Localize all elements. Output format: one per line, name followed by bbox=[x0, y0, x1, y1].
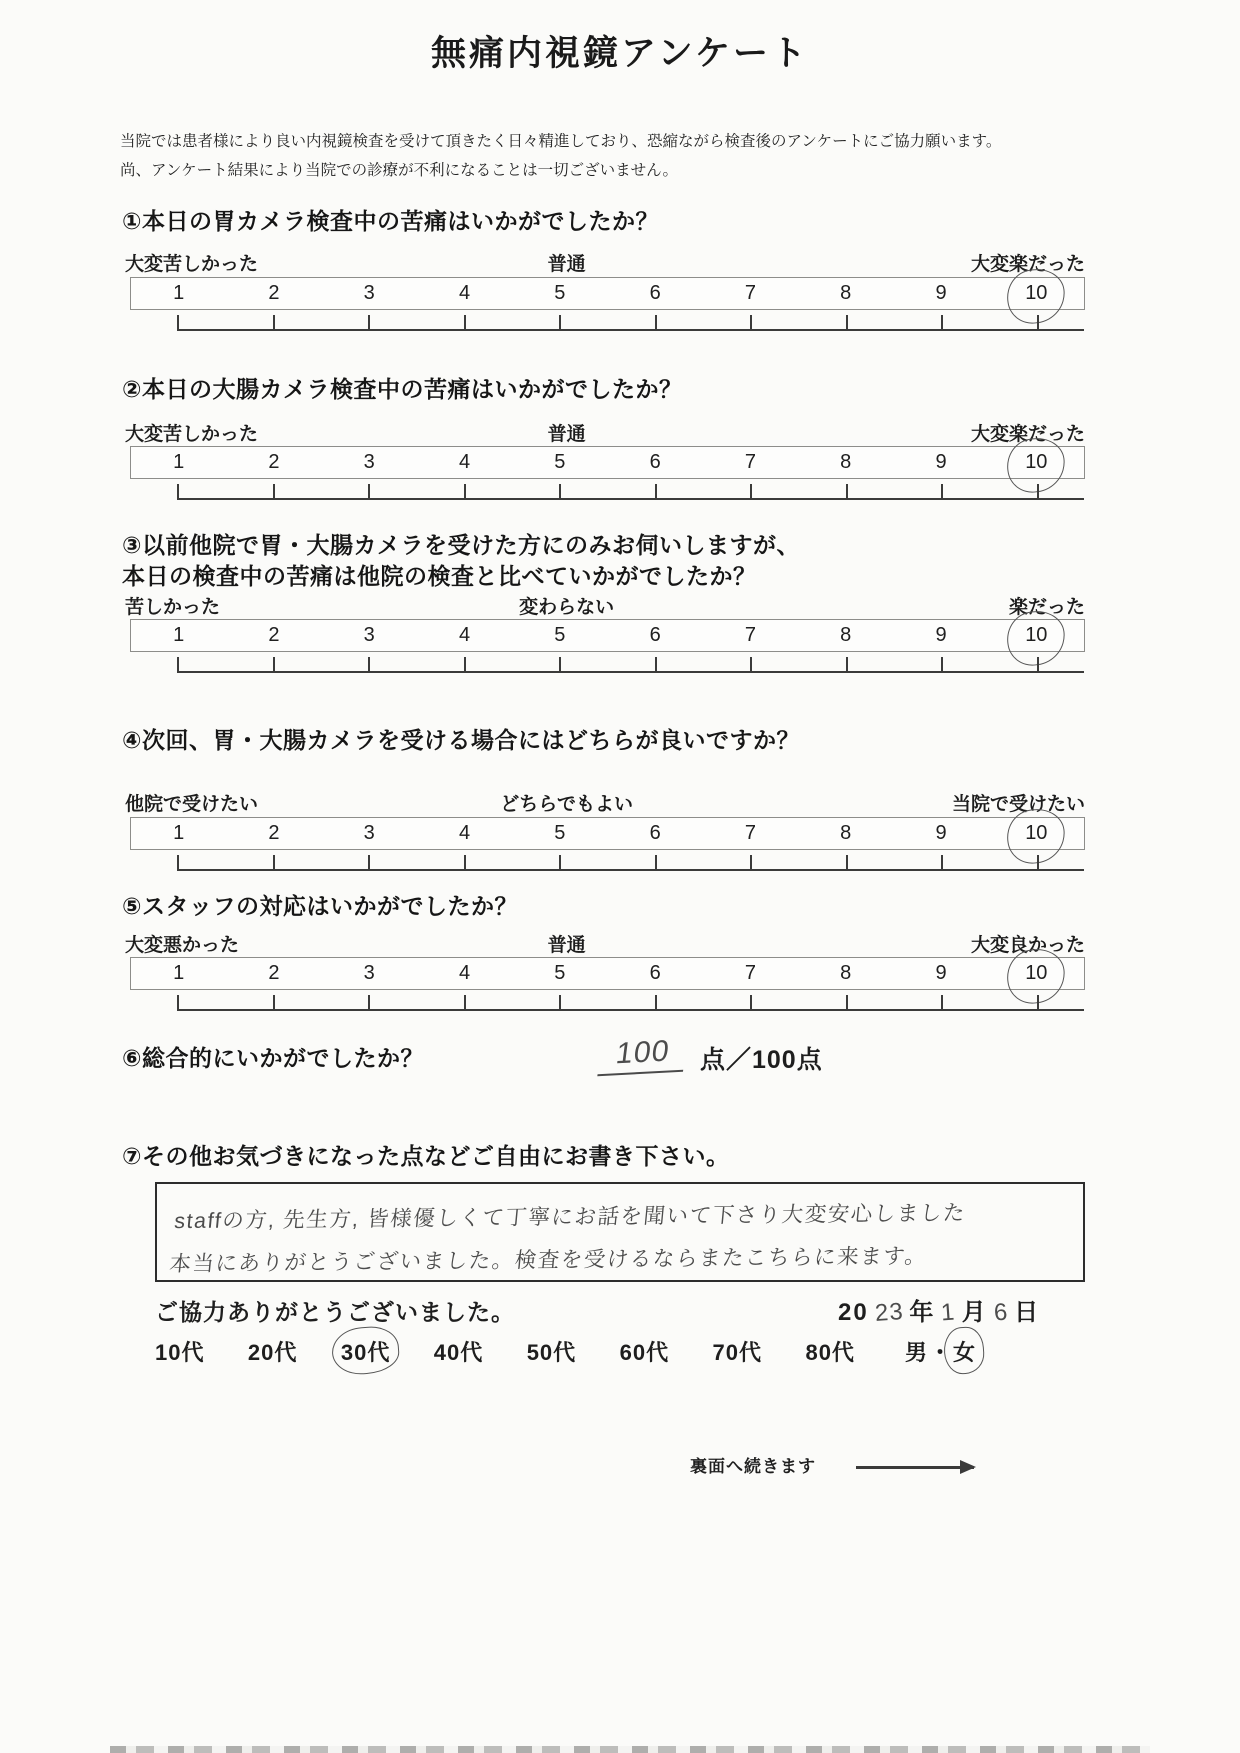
scale-number-9: 9 bbox=[935, 822, 947, 844]
ruler-tick bbox=[273, 315, 275, 329]
scale-number-1: 1 bbox=[173, 282, 185, 304]
question-1-ruler bbox=[177, 310, 1084, 331]
ruler-tick bbox=[941, 657, 943, 671]
intro-line-1: 当院では患者様により良い内視鏡検査を受けて頂きたく日々精進しており、恐縮ながら検査後のアンケートにご協力願います。 bbox=[120, 133, 1002, 150]
ruler-tick bbox=[368, 315, 370, 329]
age-option-60代: 60代 bbox=[619, 1340, 670, 1365]
ruler-tick bbox=[1037, 484, 1039, 498]
scale-number-3: 3 bbox=[363, 624, 375, 646]
scale-number-7: 7 bbox=[744, 451, 756, 473]
arrow-right-icon bbox=[856, 1466, 974, 1469]
ruler-tick bbox=[368, 657, 370, 671]
scale-number-4: 4 bbox=[458, 282, 471, 304]
scale-number-10: 10 bbox=[989, 278, 1084, 309]
scale-number-4: 4 bbox=[458, 624, 471, 646]
scale-number-5: 5 bbox=[554, 822, 566, 844]
scale-number-1: 1 bbox=[173, 822, 185, 844]
age-option-10代: 10代 bbox=[155, 1340, 205, 1365]
scale-number-1: 1 bbox=[173, 451, 185, 473]
anchor-center-label: 普通 bbox=[547, 254, 586, 275]
scale-number-7: 7 bbox=[744, 962, 756, 984]
ruler-tick bbox=[273, 855, 275, 869]
ruler-tick bbox=[655, 855, 657, 869]
ruler-tick bbox=[846, 995, 848, 1009]
age-option-20代: 20代 bbox=[247, 1340, 298, 1365]
age-option-80代: 80代 bbox=[805, 1340, 855, 1365]
ruler-tick bbox=[750, 484, 752, 498]
question-4-heading: ④次回、胃・大腸カメラを受ける場合にはどちらが良いですか？ bbox=[122, 727, 800, 753]
gender-option-male: 男 bbox=[905, 1340, 928, 1365]
ruler-tick bbox=[273, 484, 275, 498]
ruler-tick bbox=[750, 855, 752, 869]
scale-number-2: 2 bbox=[268, 822, 280, 844]
scale-number-2: 2 bbox=[268, 962, 280, 984]
ruler-tick bbox=[941, 484, 943, 498]
anchor-left-label: 大変苦しかった bbox=[125, 254, 259, 275]
scale-number-1: 1 bbox=[173, 624, 185, 646]
scale-number-9: 9 bbox=[935, 451, 947, 473]
scale-number-1: 1 bbox=[173, 962, 185, 984]
scale-number-6: 6 bbox=[649, 282, 661, 304]
question-4-rating-scale bbox=[130, 817, 1085, 850]
anchor-center-label: 普通 bbox=[547, 424, 586, 445]
handwritten-comment-line-2: 本当にありがとうございました。検査を受けるならまたこちらに来ます。 bbox=[168, 1244, 929, 1276]
age-option-40代: 40代 bbox=[433, 1340, 484, 1365]
ruler-tick bbox=[368, 855, 370, 869]
day-label: 日 bbox=[1014, 1299, 1041, 1326]
handwritten-year: 23 bbox=[873, 1298, 905, 1327]
scale-number-10: 10 bbox=[989, 818, 1084, 849]
handwritten-day: 6 bbox=[992, 1298, 1010, 1327]
question-2-ruler bbox=[177, 479, 1084, 500]
anchor-left-label: 他院で受けたい bbox=[125, 794, 259, 815]
ruler-tick bbox=[464, 657, 466, 671]
ruler-tick bbox=[559, 995, 561, 1009]
ruler-tick bbox=[273, 657, 275, 671]
ruler-tick bbox=[1037, 657, 1039, 671]
scale-number-2: 2 bbox=[268, 451, 280, 473]
ruler-tick bbox=[559, 855, 561, 869]
scan-artifact-strip bbox=[110, 1746, 1150, 1753]
scale-number-9: 9 bbox=[935, 624, 947, 646]
gender-separator: ・ bbox=[929, 1340, 952, 1365]
age-option-70代: 70代 bbox=[712, 1340, 763, 1365]
scale-number-7: 7 bbox=[744, 822, 756, 844]
intro-line-2: 尚、アンケート結果により当院での診療が不利になることは一切ございません。 bbox=[120, 161, 679, 179]
anchor-left-label: 苦しかった bbox=[125, 597, 221, 618]
ruler-tick bbox=[655, 315, 657, 329]
anchor-center-label: 変わらない bbox=[519, 597, 615, 618]
question-6-heading: ⑥総合的にいかがでしたか？ bbox=[122, 1045, 424, 1071]
ruler-tick bbox=[846, 855, 848, 869]
ruler-tick bbox=[846, 657, 848, 671]
anchor-center-label: 普通 bbox=[547, 935, 586, 956]
ruler-tick bbox=[464, 855, 466, 869]
ruler-tick bbox=[750, 315, 752, 329]
scale-number-8: 8 bbox=[840, 624, 852, 646]
scale-number-6: 6 bbox=[649, 451, 661, 473]
intro-text bbox=[120, 128, 1001, 185]
month-label: 月 bbox=[961, 1299, 988, 1326]
question-3-heading-line-2: 本日の検査中の苦痛は他院の検査と比べていかがでしたか？ bbox=[122, 563, 757, 589]
ruler-tick bbox=[655, 484, 657, 498]
ruler-tick bbox=[655, 657, 657, 671]
scale-number-6: 6 bbox=[649, 624, 661, 646]
age-option-50代: 50代 bbox=[526, 1340, 577, 1365]
question-2-anchors bbox=[125, 419, 1085, 445]
ruler-tick bbox=[1037, 855, 1039, 869]
question-7-heading: ⑦その他お気づきになった点などご自由にお書き下さい。 bbox=[122, 1143, 730, 1169]
scale-number-6: 6 bbox=[649, 962, 661, 984]
ruler-tick bbox=[177, 315, 179, 329]
ruler-tick bbox=[750, 657, 752, 671]
question-5-ruler bbox=[177, 990, 1084, 1011]
scale-number-4: 4 bbox=[458, 962, 471, 984]
ruler-tick bbox=[464, 995, 466, 1009]
scale-number-8: 8 bbox=[840, 451, 852, 473]
ruler-tick bbox=[273, 995, 275, 1009]
ruler-tick bbox=[177, 855, 179, 869]
question-5-anchors bbox=[125, 930, 1085, 956]
question-3-ruler bbox=[177, 652, 1084, 673]
scale-number-5: 5 bbox=[554, 451, 566, 473]
date-row bbox=[838, 1292, 1040, 1327]
scale-number-8: 8 bbox=[840, 822, 852, 844]
scale-number-9: 9 bbox=[935, 282, 947, 304]
ruler-tick bbox=[464, 484, 466, 498]
anchor-right-label: 楽だった bbox=[1008, 597, 1085, 618]
scale-number-8: 8 bbox=[840, 962, 852, 984]
page-title: 無痛内視鏡アンケート bbox=[431, 34, 809, 73]
ruler-tick bbox=[559, 315, 561, 329]
question-2-heading: ②本日の大腸カメラ検査中の苦痛はいかがでしたか？ bbox=[122, 376, 683, 402]
question-1-anchors bbox=[125, 249, 1085, 275]
ruler-tick bbox=[464, 315, 466, 329]
scale-number-8: 8 bbox=[840, 282, 852, 304]
age-options bbox=[155, 1336, 855, 1367]
ruler-tick bbox=[750, 995, 752, 1009]
ruler-tick bbox=[559, 657, 561, 671]
scale-number-3: 3 bbox=[363, 282, 375, 304]
scale-number-10: 10 bbox=[989, 447, 1084, 478]
scale-number-5: 5 bbox=[554, 282, 566, 304]
gender-option-female: 女 bbox=[953, 1336, 975, 1367]
question-4-ruler bbox=[177, 850, 1084, 871]
ruler-tick bbox=[1037, 315, 1039, 329]
question-1-rating-scale bbox=[130, 277, 1085, 310]
scale-number-3: 3 bbox=[363, 822, 375, 844]
ruler-tick bbox=[177, 657, 179, 671]
scale-number-10: 10 bbox=[989, 620, 1084, 651]
question-5-heading: ⑤スタッフの対応はいかがでしたか？ bbox=[122, 893, 518, 919]
ruler-tick bbox=[177, 995, 179, 1009]
scale-number-4: 4 bbox=[458, 822, 471, 844]
handwritten-comment-line-1: staffの方, 先生方, 皆様優しくて丁寧にお話を聞いて下さり大変安心しました bbox=[173, 1200, 968, 1234]
ruler-tick bbox=[1037, 995, 1039, 1009]
scale-number-2: 2 bbox=[268, 282, 280, 304]
ruler-tick bbox=[941, 315, 943, 329]
scale-number-9: 9 bbox=[935, 962, 947, 984]
scale-number-7: 7 bbox=[744, 624, 756, 646]
gender-options bbox=[905, 1336, 975, 1367]
age-option-30代: 30代 bbox=[341, 1336, 390, 1367]
year-label: 年 bbox=[909, 1299, 936, 1326]
ruler-tick bbox=[368, 484, 370, 498]
scale-number-3: 3 bbox=[363, 962, 375, 984]
scale-number-6: 6 bbox=[649, 822, 661, 844]
anchor-center-label: どちらでもよい bbox=[500, 794, 633, 815]
scale-number-2: 2 bbox=[268, 624, 280, 646]
anchor-right-label: 当院で受けたい bbox=[951, 794, 1085, 815]
anchor-left-label: 大変苦しかった bbox=[125, 424, 259, 445]
anchor-right-label: 大変楽だった bbox=[970, 254, 1085, 275]
date-prefix: 20 bbox=[838, 1299, 869, 1326]
ruler-tick bbox=[846, 484, 848, 498]
scale-number-5: 5 bbox=[554, 624, 566, 646]
thanks-text: ご協力ありがとうございました。 bbox=[155, 1299, 515, 1325]
handwritten-month: 1 bbox=[940, 1298, 957, 1327]
ruler-tick bbox=[655, 995, 657, 1009]
score-suffix-label: 点／100点 bbox=[700, 1046, 823, 1074]
scale-number-4: 4 bbox=[458, 451, 471, 473]
question-3-heading-line-1: ③以前他院で胃・大腸カメラを受けた方にのみお伺いしますが、 bbox=[122, 532, 800, 558]
scale-number-3: 3 bbox=[363, 451, 375, 473]
ruler-tick bbox=[559, 484, 561, 498]
question-2-rating-scale bbox=[130, 446, 1085, 479]
anchor-right-label: 大変良かった bbox=[970, 935, 1085, 956]
scale-number-5: 5 bbox=[554, 962, 566, 984]
question-1-heading: ①本日の胃カメラ検査中の苦痛はいかがでしたか？ bbox=[122, 208, 659, 234]
scale-number-7: 7 bbox=[744, 282, 756, 304]
anchor-right-label: 大変楽だった bbox=[970, 424, 1085, 445]
handwritten-score: 100 bbox=[597, 1034, 687, 1076]
ruler-tick bbox=[941, 855, 943, 869]
ruler-tick bbox=[368, 995, 370, 1009]
question-3-anchors bbox=[125, 592, 1085, 618]
anchor-left-label: 大変悪かった bbox=[125, 935, 240, 956]
question-4-anchors bbox=[125, 789, 1085, 815]
ruler-tick bbox=[846, 315, 848, 329]
question-5-rating-scale bbox=[130, 957, 1085, 990]
question-3-rating-scale bbox=[130, 619, 1085, 652]
ruler-tick bbox=[941, 995, 943, 1009]
scale-number-10: 10 bbox=[989, 958, 1084, 989]
ruler-tick bbox=[177, 484, 179, 498]
continue-note: 裏面へ続きます bbox=[690, 1457, 816, 1476]
